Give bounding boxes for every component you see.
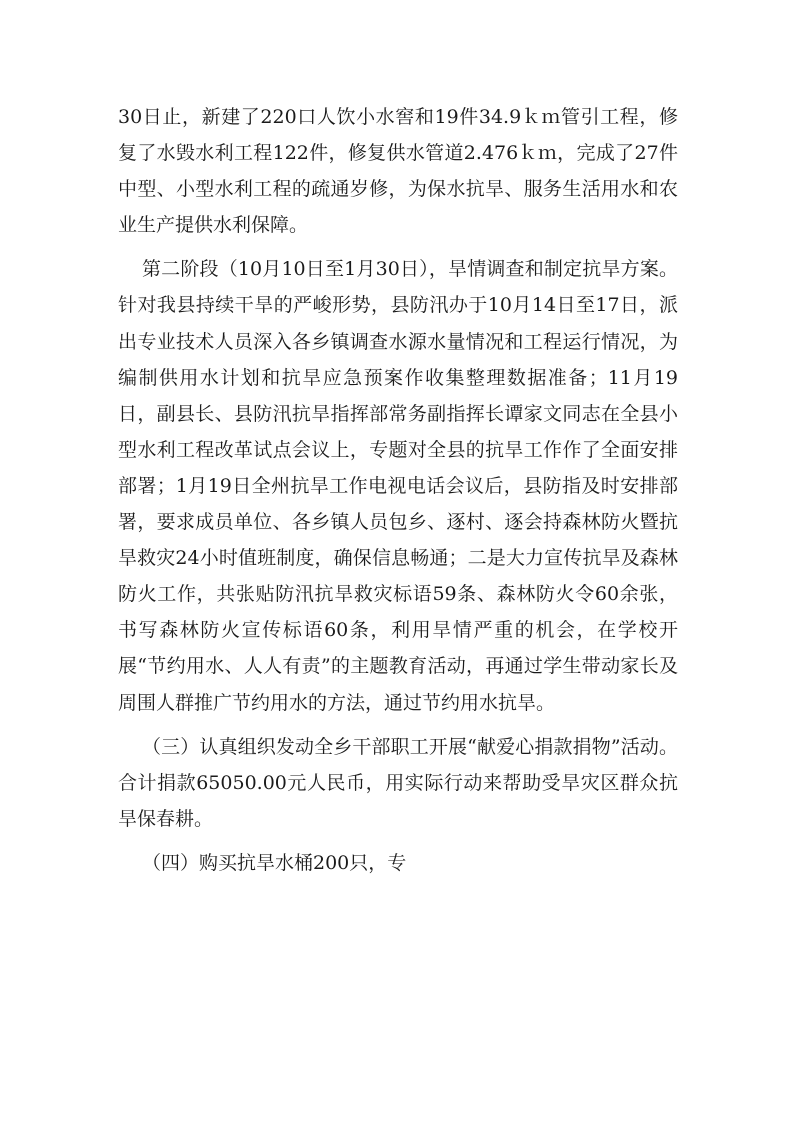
paragraph-3: （三）认真组织发动全乡干部职工开展“献爱心捐款捐物”活动。合计捐款65050.00元人民币，用实际行动来帮助受旱灾区群众抗旱保春耕。 (118, 735, 678, 830)
paragraph-1: 30日止，新建了220口人饮小水窖和19件34.9ｋｍ管引工程，修复了水毁水利工程122件，修复供水管道2.476ｋｍ，完成了27件中型、小型水利工程的疏通岁修，为保水抗旱、服务生活用水和农业生产提供水利保障。 (118, 106, 678, 237)
document-body (118, 99, 678, 889)
paragraph-4: （四）购买抗旱水桶200只，专 (142, 851, 407, 874)
paragraph-2: 第二阶段（10月10日至1月30日），旱情调查和制定抗旱方案。针对我县持续干旱的严峻形势，县防汛办于10月14日至17日，派出专业技术人员深入各乡镇调查水源水量情况和工程运行情况，为编制供用水计划和抗旱应急预案作收集整理数据准备；11月19日，副县长、县防汛抗旱指挥部常务副指挥长谭家文同志在全县小型水利工程改革试点会议上，专题对全县的抗旱工作作了全面安排部署；1月19日全州抗旱工作电视电话会议后，县防指及时安排部署，要求成员单位、各乡镇人员包乡、逐村、逐会持森林防火暨抗旱救灾24小时值班制度，确保信息畅通；二是大力宣传抗旱及森林防火工作，共张贴防汛抗旱救灾标语59条、森林防火令60余张，书写森林防火宣传标语60条，利用旱情严重的机会，在学校开展“节约用水、人人有责”的主题教育活动，再通过学生带动家长及周围人群推广节约用水的方法，通过节约用水抗旱。 (118, 258, 678, 714)
